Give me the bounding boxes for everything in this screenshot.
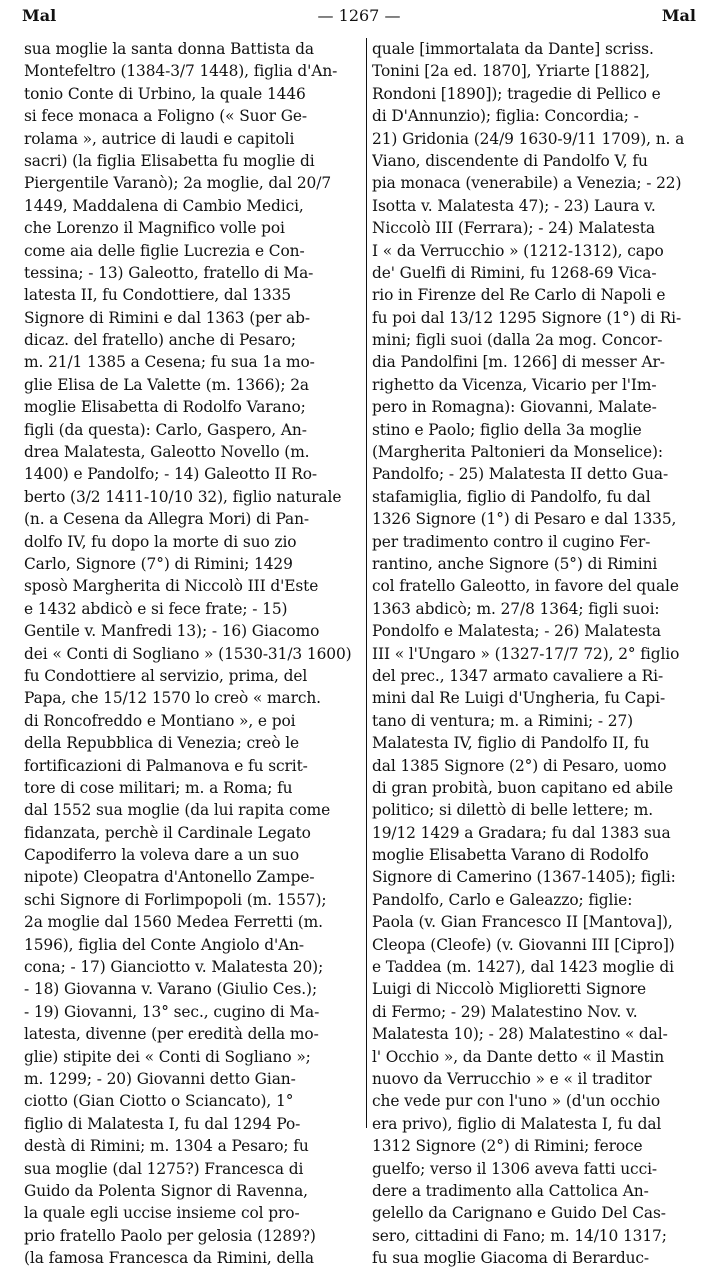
text-line: Viano, discendente di Pandolfo V, fu [372, 151, 648, 170]
text-line: rolama », autrice di laudi e capitoli [24, 129, 295, 148]
text-line: nipote) Cleopatra d'Antonello Zampe- [24, 868, 315, 887]
text-line: 1326 Signore (1°) di Pesaro e dal 1335, [372, 510, 677, 529]
text-line: III « l'Ungaro » (1327-17/7 72), 2° figlio [372, 644, 680, 663]
text-line: nuovo da Verrucchio » e « il traditor [372, 1069, 652, 1088]
text-line: latesta II, fu Condottiere, dal 1335 [24, 286, 292, 305]
text-line: che Lorenzo il Magnifico volle poi [24, 219, 285, 238]
text-line: gelello da Carignano e Guido Del Cas- [372, 1204, 666, 1223]
header-left-keyword: Mal [22, 6, 57, 25]
text-line: latesta, divenne (per eredità della mo- [24, 1025, 319, 1044]
text-line: pero in Romagna): Giovanni, Malate- [372, 398, 657, 417]
text-line: (n. a Cesena da Allegra Mori) di Pan- [24, 510, 310, 529]
text-line: de' Guelfi di Rimini, fu 1268-69 Vica- [372, 263, 657, 282]
text-line: Tonini [2a ed. 1870], Yriarte [1882], [372, 62, 650, 81]
text-line: politico; si dilettò di belle lettere; m. [372, 801, 653, 820]
text-line: dal 1385 Signore (2°) di Pesaro, uomo [372, 756, 667, 775]
text-line: di D'Annunzio); figlia: Concordia; - [372, 107, 639, 126]
text-line: I « da Verrucchio » (1212-1312), capo [372, 241, 664, 260]
text-line: del prec., 1347 armato cavaliere a Ri- [372, 666, 664, 685]
text-line: tessina; - 13) Galeotto, fratello di Ma- [24, 263, 314, 282]
text-line: figli (da questa): Carlo, Gaspero, An- [24, 420, 307, 439]
text-line: si fece monaca a Foligno (« Suor Ge- [24, 107, 307, 126]
text-line: Capodiferro la voleva dare a un suo [24, 846, 300, 865]
text-line: fu poi dal 13/12 1295 Signore (1°) di Ri- [372, 308, 682, 327]
text-line: prio fratello Paolo per gelosia (1289?) [24, 1226, 316, 1245]
text-line: tonio Conte di Urbino, la quale 1446 [24, 84, 306, 103]
text-line: di Fermo; - 29) Malatestino Nov. v. [372, 1002, 638, 1021]
text-line: Signore di Camerino (1367-1405); figli: [372, 868, 676, 887]
text-line: di Roncofreddo e Montiano », e poi [24, 711, 296, 730]
text-line: la quale egli uccise insieme col pro- [24, 1204, 300, 1223]
text-line: Pandolfo, Carlo e Galeazzo; figlie: [372, 890, 633, 909]
text-line: Niccolò III (Ferrara); - 24) Malatesta [372, 219, 655, 238]
text-line: glie Elisa de La Valette (m. 1366); 2a [24, 375, 309, 394]
text-line: pia monaca (venerabile) a Venezia; - 22) [372, 174, 682, 193]
text-line: dolfo IV, fu dopo la morte di suo zio [24, 532, 297, 551]
text-line: destà di Rimini; m. 1304 a Pesaro; fu [24, 1137, 309, 1156]
text-line: berto (3/2 1411-10/10 32), figlio naturale [24, 487, 342, 506]
text-line: Malatesta 10); - 28) Malatestino « dal- [372, 1025, 668, 1044]
left-column [24, 38, 366, 1269]
text-line: m. 21/1 1385 a Cesena; fu sua 1a mo- [24, 353, 315, 372]
text-line: m. 1299; - 20) Giovanni detto Gian- [24, 1069, 296, 1088]
text-line: 1596), figlia del Conte Angiolo d'An- [24, 935, 305, 954]
text-line: Cleopa (Cleofe) (v. Giovanni III [Cipro]) [372, 935, 675, 954]
text-line: e 1432 abdicò e si fece frate; - 15) [24, 599, 288, 618]
text-line: 2a moglie dal 1560 Medea Ferretti (m. [24, 913, 323, 932]
text-line: 1363 abdicò; m. 27/8 1364; figli suoi: [372, 599, 660, 618]
text-line: Paola (v. Gian Francesco II [Mantova]), [372, 913, 673, 932]
text-line: Malatesta IV, figlio di Pandolfo II, fu [372, 734, 650, 753]
text-line: Papa, che 15/12 1570 lo creò « march. [24, 689, 321, 708]
page-number: — 1267 — [317, 6, 401, 25]
text-columns [10, 38, 710, 1268]
text-line: 21) Gridonia (24/9 1630-9/11 1709), n. a [372, 129, 685, 148]
column-divider [366, 38, 367, 1128]
text-line: righetto da Vicenza, Vicario per l'Im- [372, 375, 657, 394]
text-line: Pondolfo e Malatesta; - 26) Malatesta [372, 622, 661, 641]
text-line: cona; - 17) Gianciotto v. Malatesta 20); [24, 958, 324, 977]
text-line: sposò Margherita di Niccolò III d'Este [24, 577, 319, 596]
text-line: quale [immortalata da Dante] scriss. [372, 40, 654, 58]
text-line: dei « Conti di Sogliano » (1530-31/3 1600) [24, 644, 352, 663]
text-line: dia Pandolfini [m. 1266] di messer Ar- [372, 353, 665, 372]
text-line: figlio di Malatesta I, fu dal 1294 Po- [24, 1114, 301, 1133]
text-line: fortificazioni di Palmanova e fu scrit- [24, 756, 308, 775]
text-line: drea Malatesta, Galeotto Novello (m. [24, 443, 310, 462]
text-line: 19/12 1429 a Gradara; fu dal 1383 sua [372, 823, 671, 842]
text-line: Gentile v. Manfredi 13); - 16) Giacomo [24, 622, 320, 641]
text-line: - 19) Giovanni, 13° sec., cugino di Ma- [24, 1002, 320, 1021]
text-line: dal 1552 sua moglie (da lui rapita come [24, 801, 331, 820]
text-line: ciotto (Gian Ciotto o Sciancato), 1° [24, 1092, 294, 1111]
text-line: per tradimento contro il cugino Fer- [372, 532, 651, 551]
text-line: sero, cittadini di Fano; m. 14/10 1317; [372, 1226, 667, 1245]
text-line: (Margherita Paltonieri da Monselice): [372, 443, 663, 462]
text-line: sua moglie la santa donna Battista da [24, 40, 314, 58]
text-line: fu Condottiere al servizio, prima, del [24, 666, 308, 685]
text-line: fidanzata, perchè il Cardinale Legato [24, 823, 311, 842]
text-line: era privo), figlio di Malatesta I, fu dal [372, 1114, 662, 1133]
text-line: di gran probità, buon capitano ed abile [372, 778, 674, 797]
text-line: 1449, Maddalena di Cambio Medici, [24, 196, 304, 215]
text-line: sacri) (la figlia Elisabetta fu moglie di [24, 151, 315, 170]
text-line: Rondoni [1890]); tragedie di Pellico e [372, 84, 661, 103]
text-line: stafamiglia, figlio di Pandolfo, fu dal [372, 487, 651, 506]
text-line: col fratello Galeotto, in favore del quale [372, 577, 679, 596]
text-line: 1312 Signore (2°) di Rimini; feroce [372, 1137, 643, 1156]
text-line: che vede pur con l'uno » (d'un occhio [372, 1092, 661, 1111]
page-header [10, 4, 708, 30]
text-line: tore di cose militari; m. a Roma; fu [24, 778, 293, 797]
text-line: sua moglie (dal 1275?) Francesca di [24, 1159, 304, 1178]
text-line: Luigi di Niccolò Miglioretti Signore [372, 980, 647, 999]
text-line: moglie Elisabetta Varano di Rodolfo [372, 846, 649, 865]
header-right-keyword: Mal [661, 6, 696, 25]
text-line: glie) stipite dei « Conti di Sogliano »; [24, 1047, 311, 1066]
text-line: schi Signore di Forlimpopoli (m. 1557); [24, 890, 327, 909]
text-line: Guido da Polenta Signor di Ravenna, [24, 1181, 308, 1200]
text-line: rio in Firenze del Re Carlo di Napoli e [372, 286, 666, 305]
text-line: Pandolfo; - 25) Malatesta II detto Gua- [372, 465, 669, 484]
text-line: l' Occhio », da Dante detto « il Mastin [372, 1047, 665, 1066]
text-line: Carlo, Signore (7°) di Rimini; 1429 [24, 554, 293, 573]
text-line: stino e Paolo; figlio della 3a moglie [372, 420, 642, 439]
text-line: mini dal Re Luigi d'Ungheria, fu Capi- [372, 689, 666, 708]
text-line: guelfo; verso il 1306 aveva fatti ucci- [372, 1159, 658, 1178]
text-line: e Taddea (m. 1427), dal 1423 moglie di [372, 958, 674, 977]
text-line: mini; figli suoi (dalla 2a mog. Concor- [372, 331, 663, 350]
text-line: Montefeltro (1384-3/7 1448), figlia d'An- [24, 62, 338, 81]
text-line: (la famosa Francesca da Rimini, della [24, 1249, 314, 1268]
text-line: tano di ventura; m. a Rimini; - 27) [372, 711, 634, 730]
text-line: Signore di Rimini e dal 1363 (per ab- [24, 308, 310, 327]
text-line: moglie Elisabetta di Rodolfo Varano; [24, 398, 306, 417]
text-line: Piergentile Varanò); 2a moglie, dal 20/7 [24, 174, 332, 193]
text-line: - 18) Giovanna v. Varano (Giulio Ces.); [24, 980, 318, 999]
text-line: della Repubblica di Venezia; creò le [24, 734, 300, 753]
text-line: rantino, anche Signore (5°) di Rimini [372, 554, 658, 573]
text-line: come aia delle figlie Lucrezia e Con- [24, 241, 305, 260]
text-line: fu sua moglie Giacoma di Berarduc- [372, 1249, 650, 1268]
text-line: Isotta v. Malatesta 47); - 23) Laura v. [372, 196, 656, 215]
text-line: dicaz. del fratello) anche di Pesaro; [24, 331, 297, 350]
right-column [372, 38, 714, 1269]
text-line: dere a tradimento alla Cattolica An- [372, 1181, 649, 1200]
text-line: 1400) e Pandolfo; - 14) Galeotto II Ro- [24, 465, 317, 484]
